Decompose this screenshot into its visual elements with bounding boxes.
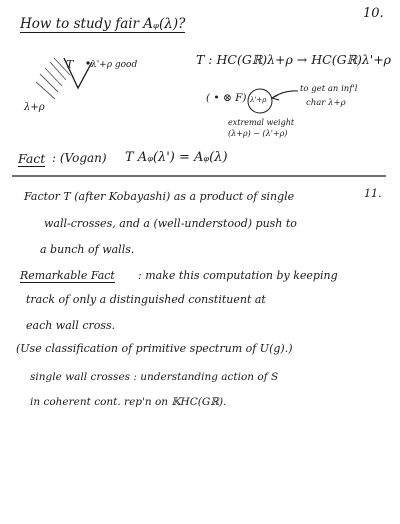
remarkable-line-2: track of only a distinguished constituent at <box>26 293 266 306</box>
functor-line: T : HC(Gℝ)λ+ρ → HC(Gℝ)λ'+ρ <box>196 52 392 67</box>
point-dot <box>86 61 89 64</box>
single-wall-line-1: single wall crosses : understanding action of S <box>30 371 279 383</box>
note-char: char λ+ρ <box>306 98 346 108</box>
side-number: 11. <box>364 187 382 200</box>
note-inf-char: to get an inf'l <box>300 84 358 94</box>
circled-weight: λ'+ρ <box>250 96 267 104</box>
factor-line-3: a bunch of walls. <box>40 243 135 256</box>
diagram-label-lambda: λ+ρ <box>24 102 45 113</box>
note-extremal-expr: (λ+ρ) − (λ'+ρ) <box>228 129 288 138</box>
remarkable-label: Remarkable Fact <box>20 269 115 282</box>
fact-statement: T Aᵩ(λ') = Aᵩ(λ) <box>125 150 228 165</box>
note-extremal: extremal weight <box>228 118 295 127</box>
tensor-op: ( • ⊗ F) <box>206 92 247 104</box>
fact-label: Fact <box>18 151 46 166</box>
diagram-label-t: T <box>66 58 74 71</box>
use-classification: (Use classification of primitive spectrum of U(g).) <box>16 342 293 355</box>
page-title: How to study fair Aᵩ(λ)? <box>20 16 186 32</box>
page-number: 10. <box>363 6 384 21</box>
single-wall-line-2: in coherent cont. rep'n on 𝕂HC(Gℝ). <box>30 396 227 408</box>
arrow-head <box>272 95 279 100</box>
wall-line-2 <box>45 68 62 86</box>
factor-line-2: wall-crosses, and a (well-understood) push to <box>44 217 297 230</box>
arrow-to-note <box>272 91 298 98</box>
wall-line-1 <box>50 62 66 80</box>
fact-attribution: : (Vogan) <box>52 151 107 165</box>
wall-line-4 <box>36 82 55 99</box>
diagram-label-good: λ'+ρ good <box>91 60 138 70</box>
wall-line-3 <box>40 74 58 92</box>
factor-line-1: Factor T (after Kobayashi) as a product of single <box>24 190 295 203</box>
remarkable-line-3: each wall cross. <box>26 319 116 332</box>
remarkable-line-1: : make this computation by keeping <box>138 269 338 282</box>
